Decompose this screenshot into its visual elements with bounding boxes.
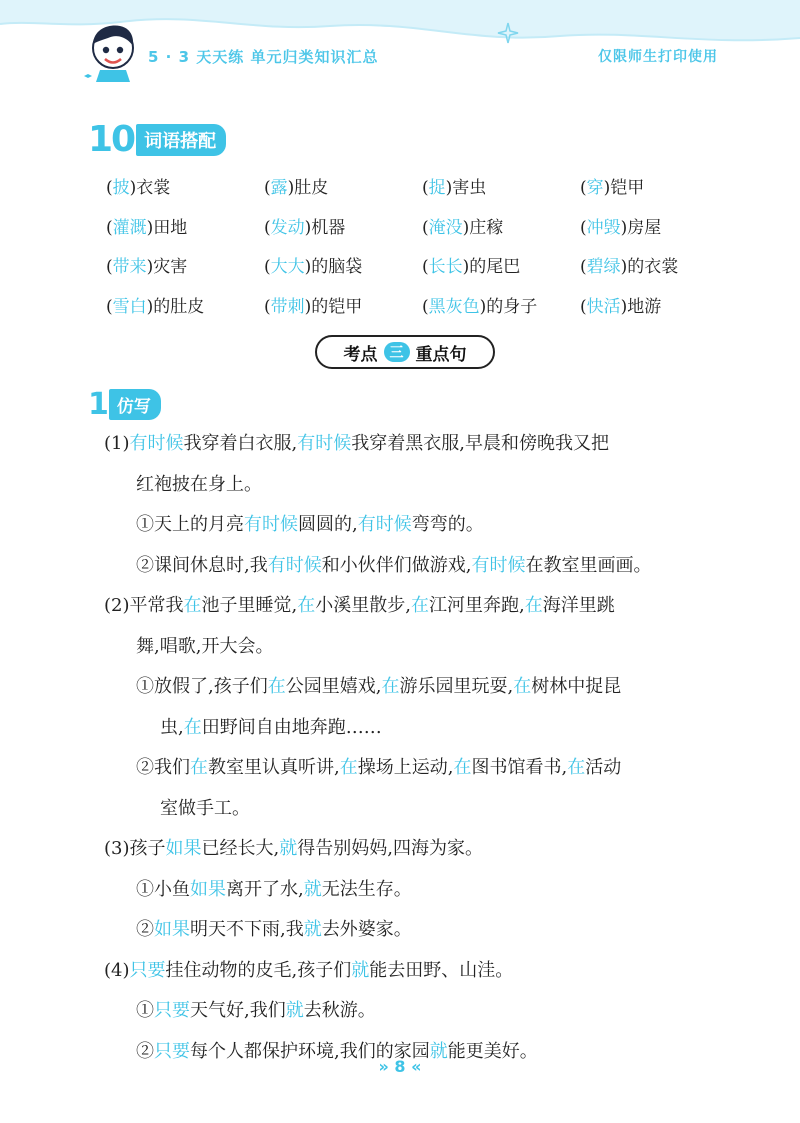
sentence-text: 无法生存。 — [321, 878, 412, 900]
collocated-word: 衣裳 — [136, 178, 171, 199]
sentence-text: 池子里睡觉, — [201, 595, 298, 616]
answer-word: 捉 — [428, 178, 446, 199]
sentence-line — [104, 465, 744, 506]
vocabulary-grid — [106, 166, 746, 324]
section-label: 词语搭配 — [136, 124, 226, 156]
paren-open: ( — [106, 217, 113, 238]
sentence-text: 能去田野、山洼。 — [369, 959, 514, 981]
vocab-pair — [580, 292, 738, 317]
collocated-word: 的衣裳 — [627, 257, 679, 278]
vocab-pair — [580, 173, 738, 198]
sentence-line — [104, 789, 744, 830]
sentence-text: 虫, — [160, 716, 184, 738]
sentence-text: 公园里嬉戏, — [285, 676, 382, 697]
paren-close: ) — [479, 296, 487, 317]
paren-close: ) — [146, 257, 154, 278]
vocab-row — [106, 245, 746, 285]
key-word: 在 — [453, 757, 472, 778]
key-word: 有时候 — [297, 433, 352, 454]
sentence-text: 去秋游。 — [303, 1000, 376, 1021]
answer-word: 穿 — [586, 178, 604, 199]
header-usage-note: 仅限师生打印使用 — [598, 49, 718, 65]
answer-word: 长长 — [428, 257, 463, 278]
paren-open: ( — [264, 257, 271, 278]
left-arrow-icon: » — [378, 1057, 395, 1076]
paren-close: ) — [287, 178, 295, 199]
paren-open: ( — [106, 257, 113, 278]
sentence-text: (4) — [104, 959, 130, 981]
section-10-heading — [88, 119, 226, 160]
vocab-pair — [264, 252, 422, 277]
sentence-text: 红袍披在身上。 — [136, 473, 262, 495]
answer-word: 带来 — [112, 257, 147, 278]
kaodian-left-label: 考点 — [343, 344, 378, 365]
key-word: 就 — [285, 1000, 304, 1021]
collocated-word: 害虫 — [452, 178, 487, 199]
vocab-pair — [106, 213, 264, 238]
sentence-line — [104, 829, 744, 870]
vocab-pair — [264, 173, 422, 198]
key-word: 在 — [267, 676, 286, 697]
key-word: 在 — [339, 757, 358, 778]
key-word: 有时候 — [267, 554, 322, 576]
sentence-line — [104, 748, 744, 789]
sentence-text: 游乐园里玩耍, — [399, 676, 514, 697]
answer-word: 灌溉 — [112, 217, 147, 238]
collocated-word: 肚皮 — [294, 178, 329, 199]
vocab-pair — [580, 252, 738, 277]
section-number: 10 — [88, 119, 135, 160]
sentence-text: ② — [136, 919, 154, 940]
sentence-text: 每个人都保护环境,我们的家园 — [190, 1040, 430, 1062]
vocab-pair — [264, 292, 422, 317]
collocated-word: 房屋 — [627, 217, 662, 238]
sentence-line — [104, 708, 744, 749]
answer-word: 碧绿 — [586, 257, 621, 278]
collocated-word: 地游 — [627, 296, 662, 317]
sentence-text: 活动 — [585, 757, 622, 778]
sentence-text: 弯弯的。 — [411, 514, 484, 535]
paren-open: ( — [580, 178, 587, 199]
key-word: 在 — [297, 595, 316, 616]
sentence-text: 图书馆看书, — [471, 757, 568, 778]
sentence-text: ②课间休息时,我 — [136, 554, 268, 576]
collocated-word: 的尾巴 — [469, 257, 521, 278]
sentence-text: 田野间自由地奔跑…… — [201, 716, 382, 738]
sentence-line — [104, 546, 744, 587]
paren-close: ) — [445, 178, 453, 199]
paren-close: ) — [620, 296, 628, 317]
key-word: 在 — [381, 676, 400, 697]
collocated-word: 田地 — [153, 217, 188, 238]
sentence-text: 我穿着白衣服, — [183, 433, 298, 454]
collocated-word: 机器 — [311, 217, 346, 238]
vocab-pair — [106, 292, 264, 317]
sentence-line — [104, 870, 744, 911]
key-word: 只要 — [154, 1000, 190, 1021]
sentence-line — [104, 951, 744, 992]
collocated-word: 庄稼 — [469, 217, 504, 238]
sentence-text: 教室里认真听讲, — [208, 757, 340, 778]
paren-close: ) — [146, 296, 154, 317]
paren-open: ( — [422, 217, 429, 238]
sentence-line — [104, 586, 744, 627]
collocated-word: 的肚皮 — [153, 296, 205, 317]
sentence-text: 圆圆的, — [298, 514, 358, 535]
vocab-pair — [264, 213, 422, 238]
key-word: 如果 — [190, 878, 226, 900]
sentence-text: 舞,唱歌,开大会。 — [136, 635, 274, 657]
sentence-line — [104, 667, 744, 708]
paren-close: ) — [620, 217, 628, 238]
key-word: 就 — [351, 959, 370, 981]
vocab-pair — [106, 252, 264, 277]
sentence-text: 江河里奔跑, — [428, 595, 525, 616]
paren-open: ( — [264, 296, 271, 317]
collocated-word: 灾害 — [153, 257, 188, 278]
sentence-text: 离开了水, — [226, 878, 304, 900]
kaodian-number-badge: 三 — [384, 342, 410, 362]
sentence-text: 在教室里画画。 — [525, 554, 652, 576]
sentence-text: (1) — [104, 433, 130, 454]
paren-open: ( — [106, 178, 113, 199]
right-arrow-icon: « — [411, 1057, 422, 1076]
answer-word: 带刺 — [270, 296, 305, 317]
kaodian-banner — [315, 335, 495, 369]
paren-close: ) — [304, 217, 312, 238]
key-word: 有时候 — [244, 514, 298, 535]
sentence-text: (3)孩子 — [104, 838, 166, 859]
paren-close: ) — [146, 217, 154, 238]
key-word: 只要 — [154, 1040, 190, 1062]
kaodian-right-label: 重点句 — [415, 344, 467, 365]
sentence-text: 海洋里跳 — [542, 595, 615, 616]
section-label: 仿写 — [109, 389, 161, 420]
key-word: 有时候 — [471, 554, 526, 576]
sentence-text: ② — [136, 1040, 154, 1062]
key-word: 在 — [183, 595, 202, 616]
answer-word: 冲毁 — [586, 217, 621, 238]
paren-close: ) — [620, 257, 628, 278]
paren-close: ) — [304, 296, 312, 317]
sentence-text: ②我们 — [136, 757, 190, 778]
page-number: 8 — [394, 1057, 406, 1076]
key-word: 在 — [190, 757, 208, 778]
key-word: 在 — [524, 595, 543, 616]
sentence-text: 已经长大, — [201, 838, 280, 859]
key-word: 只要 — [129, 959, 166, 981]
sentence-text: 去外婆家。 — [321, 919, 412, 940]
collocated-word: 的身子 — [486, 296, 538, 317]
vocab-row — [106, 206, 746, 246]
collocated-word: 的铠甲 — [311, 296, 363, 317]
sentence-text: ①天上的月亮 — [136, 514, 244, 535]
sentence-text: 树林中捉昆 — [531, 676, 622, 697]
paren-open: ( — [264, 217, 271, 238]
paren-open: ( — [422, 257, 429, 278]
paren-open: ( — [580, 257, 587, 278]
paren-close: ) — [304, 257, 312, 278]
sentence-line — [104, 505, 744, 546]
answer-word: 发动 — [270, 217, 305, 238]
key-word: 有时候 — [357, 514, 412, 535]
sentence-text: 得告别妈妈,四海为家。 — [297, 838, 483, 859]
vocab-row — [106, 166, 746, 206]
collocated-word: 铠甲 — [610, 178, 645, 199]
vocab-pair — [106, 173, 264, 198]
sentence-text: 我穿着黑衣服,早晨和傍晚我又把 — [351, 433, 609, 454]
vocab-pair — [422, 213, 580, 238]
paren-open: ( — [580, 217, 587, 238]
section-number: 1 — [88, 386, 107, 422]
header-title: 5 · 3 天天练 单元归类知识汇总 — [148, 48, 379, 66]
paren-open: ( — [264, 178, 271, 199]
sentence-text: 操场上运动, — [357, 757, 454, 778]
key-word: 在 — [183, 716, 202, 738]
page-header — [0, 0, 800, 95]
key-word: 在 — [513, 676, 532, 697]
answer-word: 露 — [270, 178, 288, 199]
paren-close: ) — [603, 178, 611, 199]
key-word: 如果 — [165, 838, 202, 859]
mascot-boy-icon — [80, 18, 146, 84]
vocab-pair — [580, 213, 738, 238]
sentence-text: 小溪里散步, — [315, 595, 411, 616]
sentence-text: ①小鱼 — [136, 878, 190, 900]
sentence-text: 挂住动物的皮毛,孩子们 — [165, 959, 352, 981]
section-1-heading — [88, 386, 161, 422]
key-word: 有时候 — [129, 433, 184, 454]
key-word: 就 — [303, 878, 322, 900]
paren-close: ) — [129, 178, 137, 199]
paren-close: ) — [462, 257, 470, 278]
sentence-line — [104, 910, 744, 951]
answer-word: 雪白 — [112, 296, 147, 317]
key-word: 在 — [410, 595, 429, 616]
sentence-text: ①放假了,孩子们 — [136, 676, 268, 697]
answer-word: 大大 — [270, 257, 305, 278]
answer-word: 淹没 — [428, 217, 463, 238]
sentence-line — [104, 627, 744, 668]
sentence-text: 和小伙伴们做游戏, — [321, 554, 472, 576]
sentence-text: 明天不下雨,我 — [190, 919, 304, 940]
vocab-row — [106, 285, 746, 325]
key-word: 就 — [279, 838, 298, 859]
sentence-line — [104, 991, 744, 1032]
vocab-pair — [422, 173, 580, 198]
sparkle-icon — [497, 22, 519, 44]
key-word: 就 — [429, 1040, 448, 1062]
vocab-pair — [422, 292, 580, 317]
imitation-sentences — [104, 424, 744, 1072]
sentence-line — [104, 424, 744, 465]
sentence-text: ① — [136, 1000, 154, 1021]
answer-word: 披 — [112, 178, 130, 199]
key-word: 如果 — [154, 919, 190, 940]
paren-open: ( — [422, 296, 429, 317]
vocab-pair — [422, 252, 580, 277]
key-word: 在 — [567, 757, 586, 778]
paren-open: ( — [106, 296, 113, 317]
sentence-text: 天气好,我们 — [190, 1000, 286, 1021]
answer-word: 黑灰色 — [428, 296, 480, 317]
sentence-text: 室做手工。 — [160, 797, 250, 819]
paren-close: ) — [462, 217, 470, 238]
key-word: 就 — [303, 919, 322, 940]
sentence-text: 能更美好。 — [447, 1040, 538, 1062]
collocated-word: 的脑袋 — [311, 257, 363, 278]
paren-open: ( — [580, 296, 587, 317]
page-number-footer — [0, 1057, 800, 1076]
paren-open: ( — [422, 178, 429, 199]
answer-word: 快活 — [586, 296, 621, 317]
sentence-text: (2)平常我 — [104, 595, 184, 616]
